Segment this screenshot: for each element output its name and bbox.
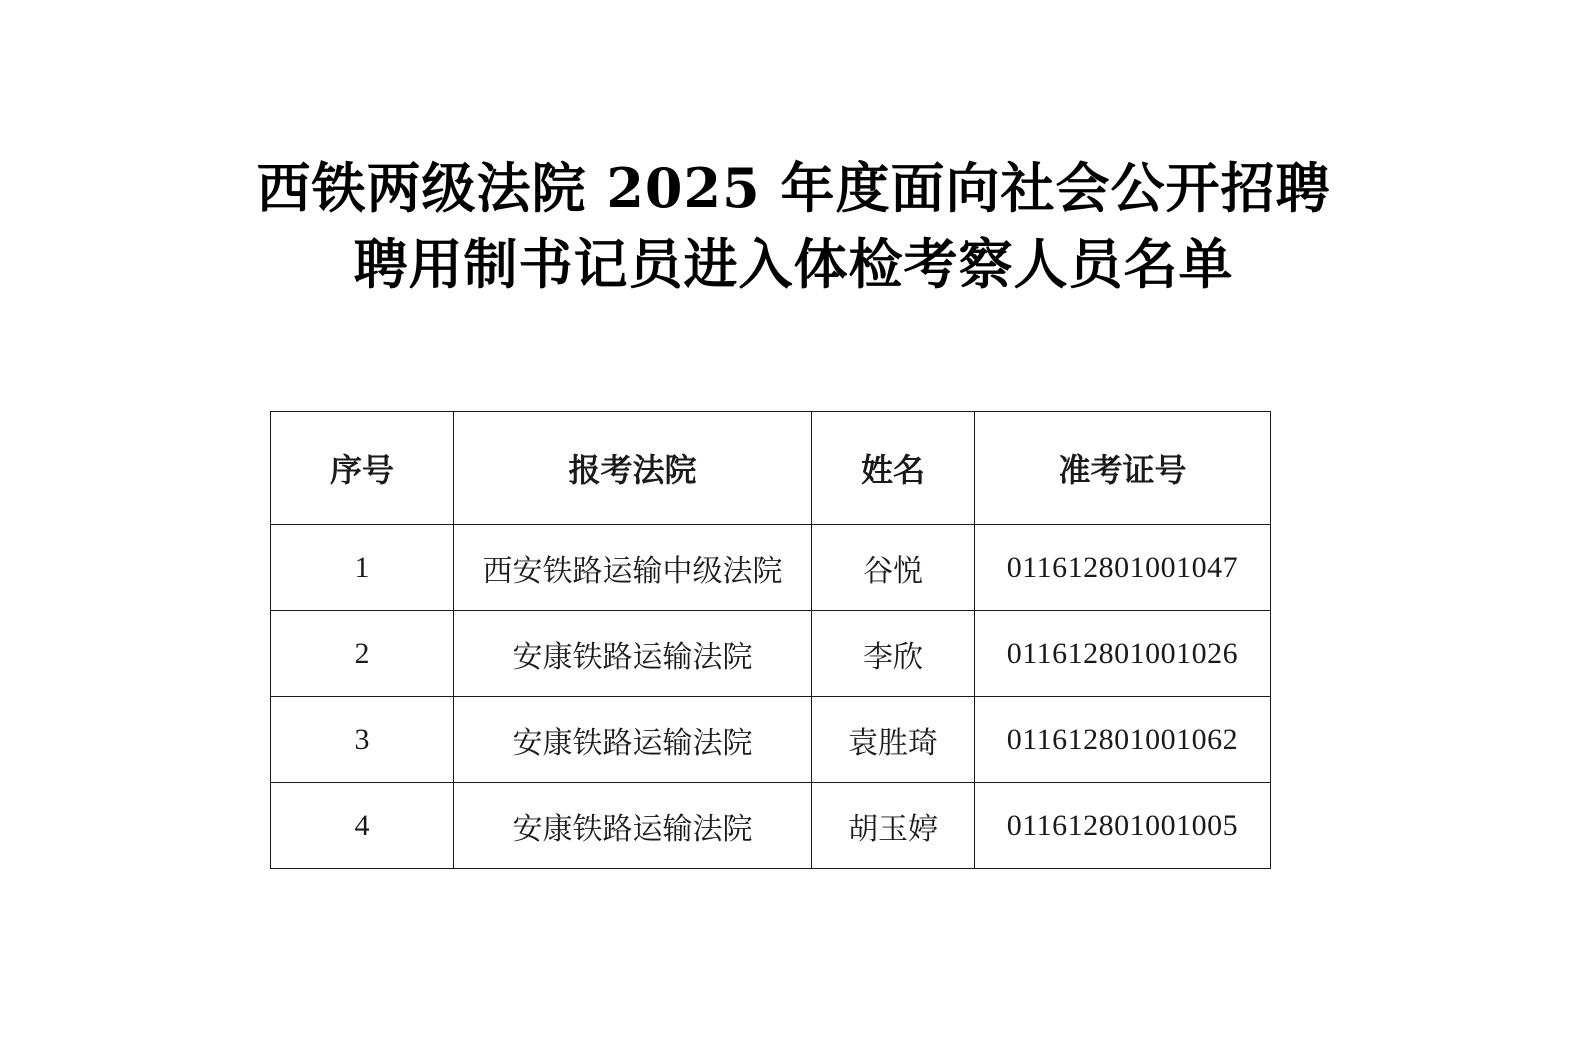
cell-court: 安康铁路运输法院 bbox=[454, 783, 812, 869]
table-row bbox=[271, 525, 1271, 611]
candidate-table-container bbox=[270, 411, 1270, 869]
table-header bbox=[271, 412, 1271, 525]
cell-name: 李欣 bbox=[812, 611, 975, 697]
cell-index: 4 bbox=[271, 783, 454, 869]
cell-name: 谷悦 bbox=[812, 525, 975, 611]
column-header-index: 序号 bbox=[271, 412, 454, 525]
candidate-table bbox=[270, 411, 1271, 869]
cell-court: 西安铁路运输中级法院 bbox=[454, 525, 812, 611]
cell-court: 安康铁路运输法院 bbox=[454, 697, 812, 783]
page-title-line-2: 聘用制书记员进入体检考察人员名单 bbox=[353, 232, 1234, 296]
table-body bbox=[271, 525, 1271, 869]
cell-ticket: 011612801001005 bbox=[975, 783, 1271, 869]
table-header-row bbox=[271, 412, 1271, 525]
cell-ticket: 011612801001047 bbox=[975, 525, 1271, 611]
column-header-ticket: 准考证号 bbox=[975, 412, 1271, 525]
table-row bbox=[271, 783, 1271, 869]
table-row bbox=[271, 697, 1271, 783]
cell-index: 3 bbox=[271, 697, 454, 783]
cell-court: 安康铁路运输法院 bbox=[454, 611, 812, 697]
cell-ticket: 011612801001062 bbox=[975, 697, 1271, 783]
cell-index: 2 bbox=[271, 611, 454, 697]
table-row bbox=[271, 611, 1271, 697]
column-header-name: 姓名 bbox=[812, 412, 975, 525]
page-title bbox=[0, 150, 1587, 302]
cell-name: 胡玉婷 bbox=[812, 783, 975, 869]
cell-index: 1 bbox=[271, 525, 454, 611]
cell-name: 袁胜琦 bbox=[812, 697, 975, 783]
column-header-court: 报考法院 bbox=[454, 412, 812, 525]
page-title-line-1: 西铁两级法院 2025 年度面向社会公开招聘 bbox=[256, 156, 1331, 220]
cell-ticket: 011612801001026 bbox=[975, 611, 1271, 697]
